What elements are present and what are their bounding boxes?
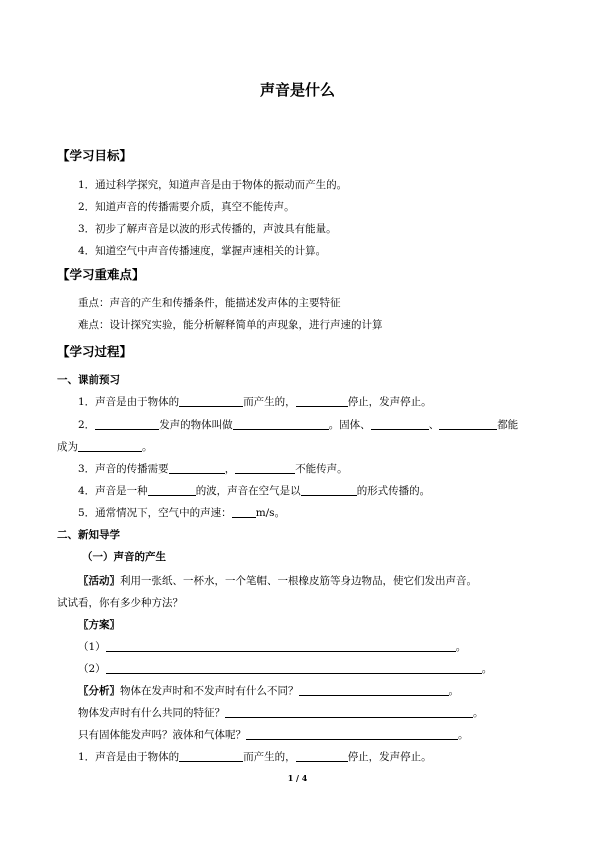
keypoints-focus: 重点：声音的产生和传播条件，能描述发声体的主要特征 [78, 297, 341, 309]
blank[interactable] [296, 749, 348, 762]
analysis-3: 只有固体能发声吗？液体和气体呢？ 。 [78, 729, 469, 741]
part1-heading: （一）声音的产生 [82, 551, 166, 563]
blank[interactable] [169, 461, 225, 474]
page-number: 1 / 4 [287, 773, 308, 783]
plan-heading: 〖方案〗 [78, 619, 120, 631]
activity-line: 〖活动〗利用一张纸、一杯水，一个笔帽、一根橡皮筋等身边物品，使它们发出声音。 [78, 575, 477, 587]
blank[interactable] [95, 417, 159, 430]
process-heading: 【学习过程】 [57, 344, 133, 359]
goal-item-4: 4．知道空气中声音传播速度，掌握声速相关的计算。 [78, 245, 327, 257]
preview-q2: 2． 发声的物体叫做 。固体、 、 都能 [78, 419, 519, 431]
blank[interactable] [299, 683, 449, 696]
analysis-1: 〖分析〗物体在发声时和不发声时有什么不同？ 。 [78, 685, 459, 697]
blank[interactable] [301, 483, 357, 496]
blank[interactable] [106, 639, 456, 652]
preview-q5: 5．通常情况下，空气中的声速： m/s。 [78, 507, 286, 519]
preview-q1: 1．声音是由于物体的 而产生的， 停止，发声停止。 [78, 396, 432, 408]
goal-item-1: 1．通过科学探究，知道声音是由于物体的振动而产生的。 [78, 179, 348, 191]
blank[interactable] [296, 394, 348, 407]
goal-item-3: 3．初步了解声音是以波的形式传播的，声波具有能量。 [78, 223, 337, 235]
blank[interactable] [148, 483, 196, 496]
keypoints-difficulty: 难点：设计探究实验，能分析解释简单的声现象，进行声速的计算 [78, 319, 383, 331]
blank[interactable] [232, 505, 256, 518]
analysis-2: 物体发声时有什么共同的特征？ 。 [78, 707, 484, 719]
blank[interactable] [371, 417, 429, 430]
blank[interactable] [78, 439, 142, 452]
goals-heading: 【学习目标】 [57, 148, 133, 163]
preview-q3: 3．声音的传播需要 ， 不能传声。 [78, 463, 348, 475]
blank[interactable] [106, 661, 482, 674]
keypoints-heading: 【学习重难点】 [57, 267, 145, 282]
activity-cont: 试试看，你有多少种方法？ [57, 597, 183, 609]
blank[interactable] [225, 705, 473, 718]
blank[interactable] [233, 417, 329, 430]
preview-heading: 一、课前预习 [57, 374, 120, 386]
blank[interactable] [246, 727, 458, 740]
new-q1: 1．声音是由于物体的 而产生的， 停止，发声停止。 [78, 751, 432, 763]
goal-item-2: 2．知道声音的传播需要介质，真空不能传声。 [78, 201, 295, 213]
blank[interactable] [179, 749, 243, 762]
plan-2: （2） 。 [78, 663, 493, 675]
blank[interactable] [179, 394, 243, 407]
blank[interactable] [439, 417, 497, 430]
page-title: 声音是什么 [259, 81, 335, 99]
blank[interactable] [235, 461, 295, 474]
preview-q4: 4．声音是一种 的波，声音在空气是以 的形式传播的。 [78, 485, 431, 497]
new-heading: 二、新知导学 [57, 529, 120, 541]
preview-q2-cont: 成为 。 [57, 441, 153, 453]
plan-1: （1） 。 [78, 641, 467, 653]
